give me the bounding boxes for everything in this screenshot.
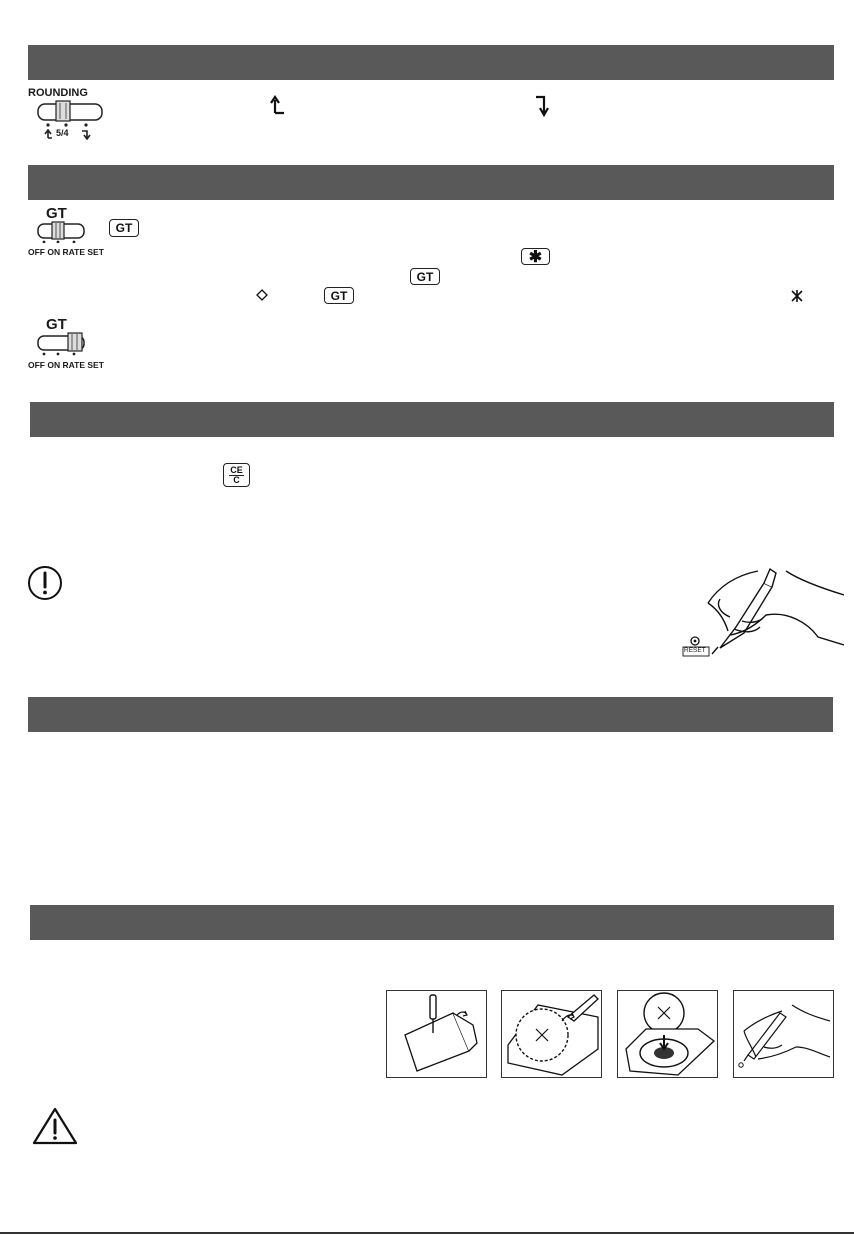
section-header-bar-battery — [30, 905, 834, 940]
gt-pos-on: ON — [47, 247, 61, 257]
gt-switch-rate-set-icon[interactable] — [36, 332, 94, 356]
round-down-arrow-icon — [535, 95, 551, 117]
diamond-icon — [256, 289, 268, 301]
gt-switch-icon[interactable] — [36, 221, 94, 243]
gt-pos-rate-set-2: RATE SET — [62, 360, 104, 370]
gt-pos-off: OFF — [28, 247, 45, 257]
multiply-key[interactable]: ✱ — [521, 248, 550, 265]
gt-pos-off-2: OFF — [28, 360, 45, 370]
reset-label: RESET — [684, 647, 706, 654]
ce-c-key[interactable] — [223, 463, 250, 487]
gt-key[interactable]: GT — [109, 219, 139, 237]
insert-battery-icon — [618, 991, 716, 1076]
battery-step-2-panel — [501, 990, 602, 1078]
press-reset-icon — [734, 991, 832, 1076]
page-bottom-rule — [0, 1232, 854, 1234]
reset-pen-hand-icon — [668, 553, 844, 659]
battery-step-3-panel — [617, 990, 718, 1078]
gt-positions-1 — [28, 247, 104, 257]
round-up-arrow-icon — [270, 95, 286, 115]
rounding-switch-icon[interactable] — [36, 100, 104, 140]
ce-label: CE — [230, 464, 243, 475]
exclamation-icon — [27, 565, 63, 601]
battery-step-1-panel — [386, 990, 487, 1078]
gt-switch-label-2: GT — [46, 316, 67, 333]
section-header-bar-rounding — [28, 45, 834, 80]
gt-switch-label: GT — [46, 205, 67, 222]
c-label: C — [233, 474, 240, 485]
battery-step-4-panel — [733, 990, 834, 1078]
gt-pos-on-2: ON — [47, 360, 61, 370]
rounding-switch-label: ROUNDING — [28, 87, 88, 99]
star-icon — [790, 289, 804, 303]
gt-pos-rate-set: RATE SET — [62, 247, 104, 257]
warning-icon — [31, 1106, 79, 1146]
section-header-bar-reset — [30, 402, 834, 437]
gt-positions-2 — [28, 360, 104, 370]
section-header-bar-4 — [28, 697, 833, 732]
remove-battery-icon — [502, 991, 600, 1076]
gt-key-2[interactable]: GT — [410, 268, 440, 285]
gt-key-3[interactable]: GT — [324, 287, 354, 304]
section-header-bar-gt — [28, 165, 834, 200]
screwdriver-cover-icon — [387, 991, 485, 1076]
rounding-switch-positions: 5/4 — [56, 128, 69, 138]
